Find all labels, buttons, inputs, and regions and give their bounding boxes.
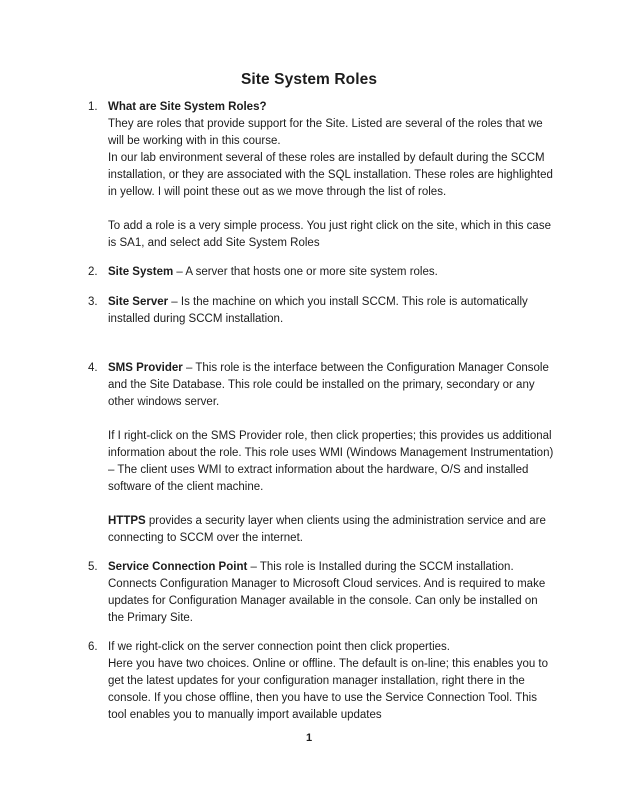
- item-paragraph: [108, 513, 556, 547]
- item-content: [108, 99, 556, 252]
- item-content: [108, 360, 556, 547]
- item-paragraph: [108, 559, 556, 627]
- item-paragraph: If I right-click on the SMS Provider role, then click properties; this provides us additional information about the role. This role uses WMI (Windows Management Instrumentation) – The client uses WMI to extract information about the hardware, O/S and installed software of the client machine.: [108, 430, 554, 493]
- list-item-service-connection-point: [88, 559, 556, 627]
- item-number: 2.: [88, 266, 98, 278]
- item-paragraph: [108, 360, 556, 411]
- item-number: 1.: [88, 101, 98, 113]
- item-paragraph: [108, 264, 556, 281]
- list-item-right-click-properties: [88, 639, 556, 724]
- role-name: Site Server: [108, 296, 169, 308]
- item-content: [108, 559, 556, 627]
- item-content: [108, 264, 556, 281]
- list-item-what-are-roles: [88, 99, 556, 252]
- https-description: provides a security layer when clients using the administration service and are connecting to SCCM over the internet.: [108, 515, 546, 544]
- item-paragraph: To add a role is a very simple process. You just right click on the site, which in this case is SA1, and select add Site System Roles: [108, 220, 551, 249]
- list-item-site-server: [88, 294, 556, 328]
- numbered-list: [88, 99, 556, 724]
- item-number: 3.: [88, 296, 98, 308]
- role-description: – This role is Installed during the SCCM installation. Connects Configuration Manager to Microsoft Cloud services. And is required to make updates for Configuration Manager available in the console. Can only be installed on the Primary Site.: [108, 561, 546, 624]
- item-content: [108, 639, 556, 724]
- role-description: – This role is the interface between the Configuration Manager Console and the Site Database. This role could be installed on the primary, secondary or any other windows server.: [108, 362, 549, 408]
- page-title: Site System Roles: [240, 71, 378, 88]
- role-description: – A server that hosts one or more site system roles.: [173, 266, 438, 278]
- item-number: 4.: [88, 362, 98, 374]
- role-name: SMS Provider: [108, 362, 183, 374]
- list-item-sms-provider: [88, 360, 556, 547]
- item-heading: If we right-click on the server connection point then click properties.: [108, 641, 450, 653]
- https-term: HTTPS: [108, 515, 146, 527]
- item-number: 5.: [88, 561, 98, 573]
- page-number: 1: [305, 732, 313, 744]
- item-heading: What are Site System Roles?: [108, 101, 267, 113]
- item-number: 6.: [88, 641, 98, 653]
- item-paragraph: Here you have two choices. Online or offline. The default is on-line; this enables you to get the latest updates for your configuration manager installation, right there in the console. If you chose offline, then you have to use the Service Connection Tool. This tool enables you to manually import available updates: [108, 658, 549, 721]
- item-paragraph: [108, 294, 556, 328]
- item-paragraph: They are roles that provide support for the Site. Listed are several of the roles that we will be working with in this course.: [108, 118, 543, 147]
- item-content: [108, 294, 556, 328]
- list-item-site-system: [88, 264, 556, 281]
- role-description: – Is the machine on which you install SCCM. This role is automatically installed during SCCM installation.: [108, 296, 528, 325]
- role-name: Service Connection Point: [108, 561, 248, 573]
- item-paragraph: In our lab environment several of these roles are installed by default during the SCCM installation, or they are associated with the SQL installation. These roles are highlighted in yellow. I will point these out as we move through the list of roles.: [108, 152, 553, 198]
- role-name: Site System: [108, 266, 174, 278]
